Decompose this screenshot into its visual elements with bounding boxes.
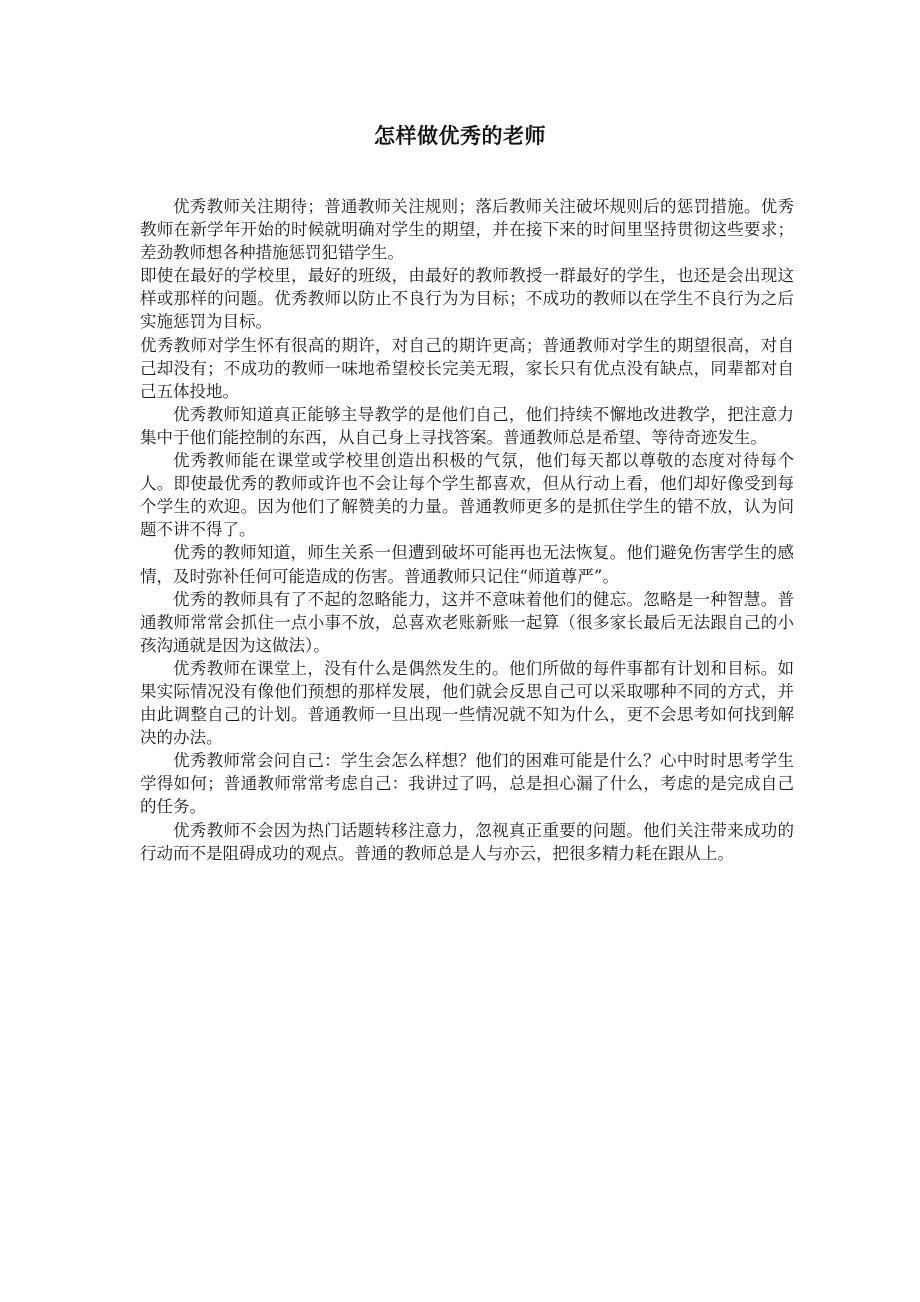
paragraph-10: 优秀教师不会因为热门话题转移注意力，忽视真正重要的问题。他们关注带来成功的行动而不是阻碍成功的观点。普通的教师总是人与亦云，把很多精力耗在跟从上。 [140,820,794,863]
paragraph-7: 优秀的教师具有了不起的忽略能力，这并不意味着他们的健忘。忽略是一种智慧。普通教师常常会抓住一点小事不放，总喜欢老账新账一起算（很多家长最后无法跟自己的小孩沟通就是因为这做法）。 [140,589,794,655]
document-title: 怎样做优秀的老师 [374,124,546,148]
paragraph-4: 优秀教师知道真正能够主导教学的是他们自己，他们持续不懈地改进教学，把注意力集中于他们能控制的东西，从自己身上寻找答案。普通教师总是希望、等待奇迹发生。 [140,404,794,447]
paragraph-1: 优秀教师关注期待；普通教师关注规则；落后教师关注破坏规则后的惩罚措施。优秀教师在新学年开始的时候就明确对学生的期望，并在接下来的时间里坚持贯彻这些要求；差劲教师想各种措施惩罚犯错学生。 [140,197,794,263]
paragraph-9: 优秀教师常会问自己：学生会怎么样想？他们的困难可能是什么？心中时时思考学生学得如何；普通教师常常考虑自己：我讲过了吗，总是担心漏了什么，考虑的是完成自己的任务。 [140,751,794,817]
paragraph-6: 优秀的教师知道，师生关系一但遭到破坏可能再也无法恢复。他们避免伤害学生的感情，及时弥补任何可能造成的伤害。普通教师只记住“师道尊严”。 [140,543,794,586]
paragraph-2: 即使在最好的学校里，最好的班级，由最好的教师教授一群最好的学生，也还是会出现这样或那样的问题。优秀教师以防止不良行为为目标；不成功的教师以在学生不良行为之后实施惩罚为目标。 [140,266,794,332]
paragraph-8: 优秀教师在课堂上，没有什么是偶然发生的。他们所做的每件事都有计划和目标。如果实际情况没有像他们预想的那样发展，他们就会反思自己可以采取哪种不同的方式，并由此调整自己的计划。普通教师一旦出现一些情况就不知为什么，更不会思考如何找到解决的办法。 [140,658,794,748]
document-body [140,195,794,865]
paragraph-3: 优秀教师对学生怀有很高的期许，对自己的期许更高；普通教师对学生的期望很高，对自己却没有；不成功的教师一味地希望校长完美无瑕，家长只有优点没有缺点，同辈都对自己五体投地。 [140,335,794,401]
paragraph-5: 优秀教师能在课堂或学校里创造出积极的气氛，他们每天都以尊敬的态度对待每个人。即使最优秀的教师或许也不会让每个学生都喜欢，但从行动上看，他们却好像受到每个学生的欢迎。因为他们了解赞美的力量。普通教师更多的是抓住学生的错不放，认为问题不讲不得了。 [140,451,794,540]
